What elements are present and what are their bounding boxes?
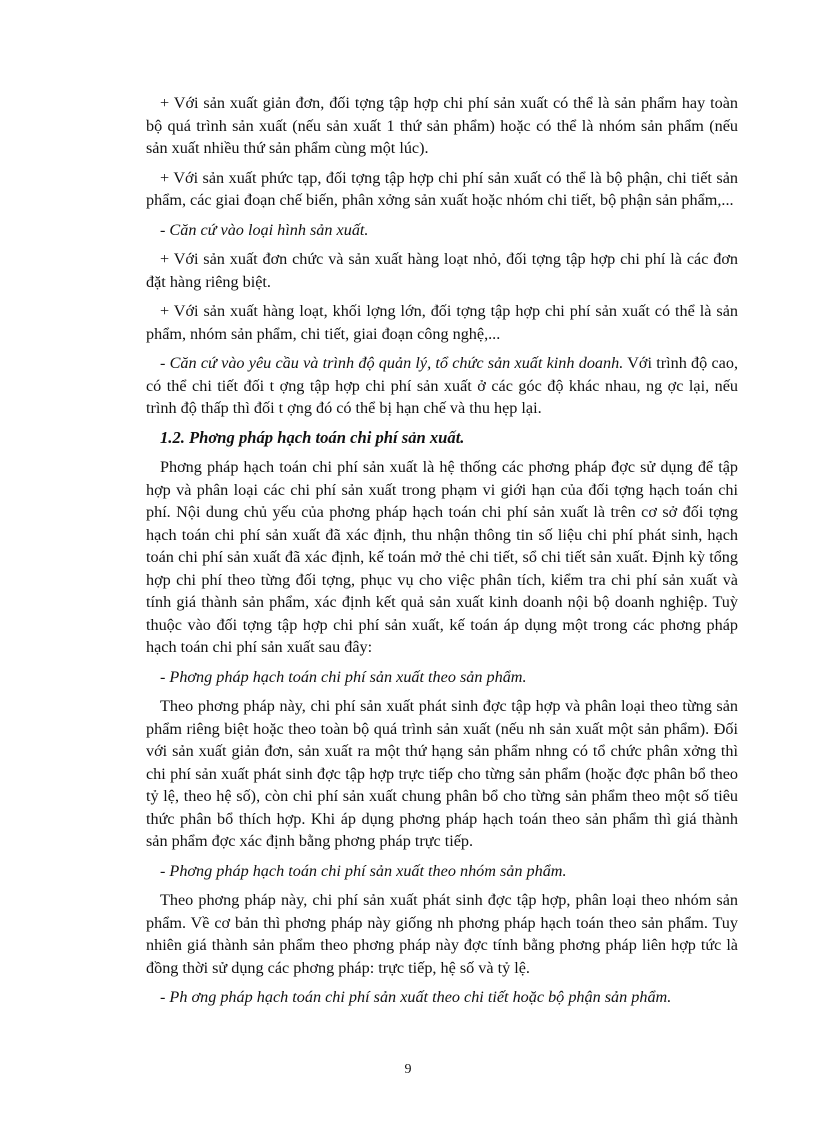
page-number: 9 (404, 1062, 412, 1077)
paragraph-by-product: Theo phơng pháp này, chi phí sản xuất phát sinh đợc tập hợp và phân loại theo từng sản phẩm riêng biệt hoặc theo toàn bộ quá trình sản xuất (nếu nh sản xuất một sản phẩm). Đối với sản xuất giản đơn, sản xuất ra một thứ hạng sản phẩm nhng có tổ chức phân xởng thì chi phí sản xuất phát sinh đợc tập hợp trực tiếp cho từng sản phẩm (hoặc đợc phân bổ theo tỷ lệ, theo hệ số), còn chi phí sản xuất chung phân bổ cho từng sản phẩm theo một số tiêu thức phân bổ thích hợp. Khi áp dụng phơng pháp hạch toán theo sản phẩm thì giá thành sản phẩm đợc xác định bằng phơng pháp trực tiếp. (146, 697, 738, 850)
paragraph-by-product-group: Theo phơng pháp này, chi phí sản xuất phát sinh đợc tập hợp, phân loại theo nhóm sản phẩm. Về cơ bản thì phơng pháp này giống nh phơng pháp hạch toán theo sản phẩm. Tuy nhiên giá thành sản phẩm theo phơng pháp này đợc tính bằng phơng pháp liên hợp tức là đồng thời sử dụng các phơng pháp: trực tiếp, hệ số và tỷ lệ. (146, 891, 738, 977)
page-body (146, 92, 738, 1016)
paragraph-single-order: + Với sản xuất đơn chức và sản xuất hàng loạt nhỏ, đối tợng tập hợp chi phí là các đơn đặt hàng riêng biệt. (146, 250, 738, 291)
subheading-by-product: - Phơng pháp hạch toán chi phí sản xuất theo sản phẩm. (160, 667, 527, 686)
subheading-by-component: - Ph ơng pháp hạch toán chi phí sản xuất theo chi tiết hoặc bộ phận sản phẩm. (160, 988, 672, 1006)
section-heading-1-2: 1.2. Phơng pháp hạch toán chi phí sản xuất. (160, 427, 465, 447)
paragraph-management-level (146, 352, 738, 420)
subheading-by-product-group: - Phơng pháp hạch toán chi phí sản xuất theo nhóm sản phẩm. (160, 861, 567, 880)
paragraph-method-overview: Phơng pháp hạch toán chi phí sản xuất là hệ thống các phơng pháp đợc sử dụng để tập hợp và phân loại các chi phí sản xuất trong phạm vi giới hạn của đối tợng hạch toán chi phí. Nội dung chủ yếu của phơng pháp hạch toán chi phí sản xuất là trên cơ sở đối tợng hạch toán chi phí sản xuất đã xác định, thu nhận thông tin số liệu chi phí phát sinh, hạch toán chi phí sản xuất đã xác định, kế toán mở thẻ chi tiết, sổ chi tiết sản xuất. Định kỳ tổng hợp chi phí theo từng đối tợng, phục vụ cho việc phân tích, kiểm tra chi phí sản xuất và tính giá thành sản phẩm, xác định kết quả sản xuất kinh doanh nội bộ doanh nghiệp. Tuỳ thuộc vào đối tợng tập hợp chi phí sản xuất, kế toán áp dụng một trong các phơng pháp hạch toán chi phí sản xuất sau đây: (146, 458, 738, 656)
management-level-body: Với trình độ cao, có thể chi tiết đối t ợng tập hợp chi phí sản xuất ở các góc độ khác nhau, ng ợc lại, nếu trình độ thấp thì đối t ợng đó có thể bị hạn chế và thu hẹp lại. (146, 354, 738, 417)
paragraph-complex-production: + Với sản xuất phức tạp, đối tợng tập hợp chi phí sản xuất có thể là bộ phận, chi tiết sản phẩm, các giai đoạn chế biến, phân xởng sản xuất hoặc nhóm chi tiết, bộ phận sản phẩm,... (146, 168, 738, 209)
subheading-production-type: - Căn cứ vào loại hình sản xuất. (160, 220, 369, 239)
paragraph-mass-production: + Với sản xuất hàng loạt, khối lợng lớn, đối tợng tập hợp chi phí sản xuất có thể là sản phẩm, nhóm sản phẩm, chi tiết, giai đoạn công nghệ,... (146, 302, 738, 343)
paragraph-simple-production: + Với sản xuất giản đơn, đối tợng tập hợp chi phí sản xuất có thể là sản phẩm hay toàn bộ quá trình sản xuất (nếu sản xuất 1 thứ sản phẩm) hoặc có thể là nhóm sản phẩm (nếu sản xuất nhiều thứ sản phẩm cùng một lúc). (146, 94, 738, 157)
management-level-lead: - Căn cứ vào yêu cầu và trình độ quản lý, tổ chức sản xuất kinh doanh. (160, 354, 624, 372)
